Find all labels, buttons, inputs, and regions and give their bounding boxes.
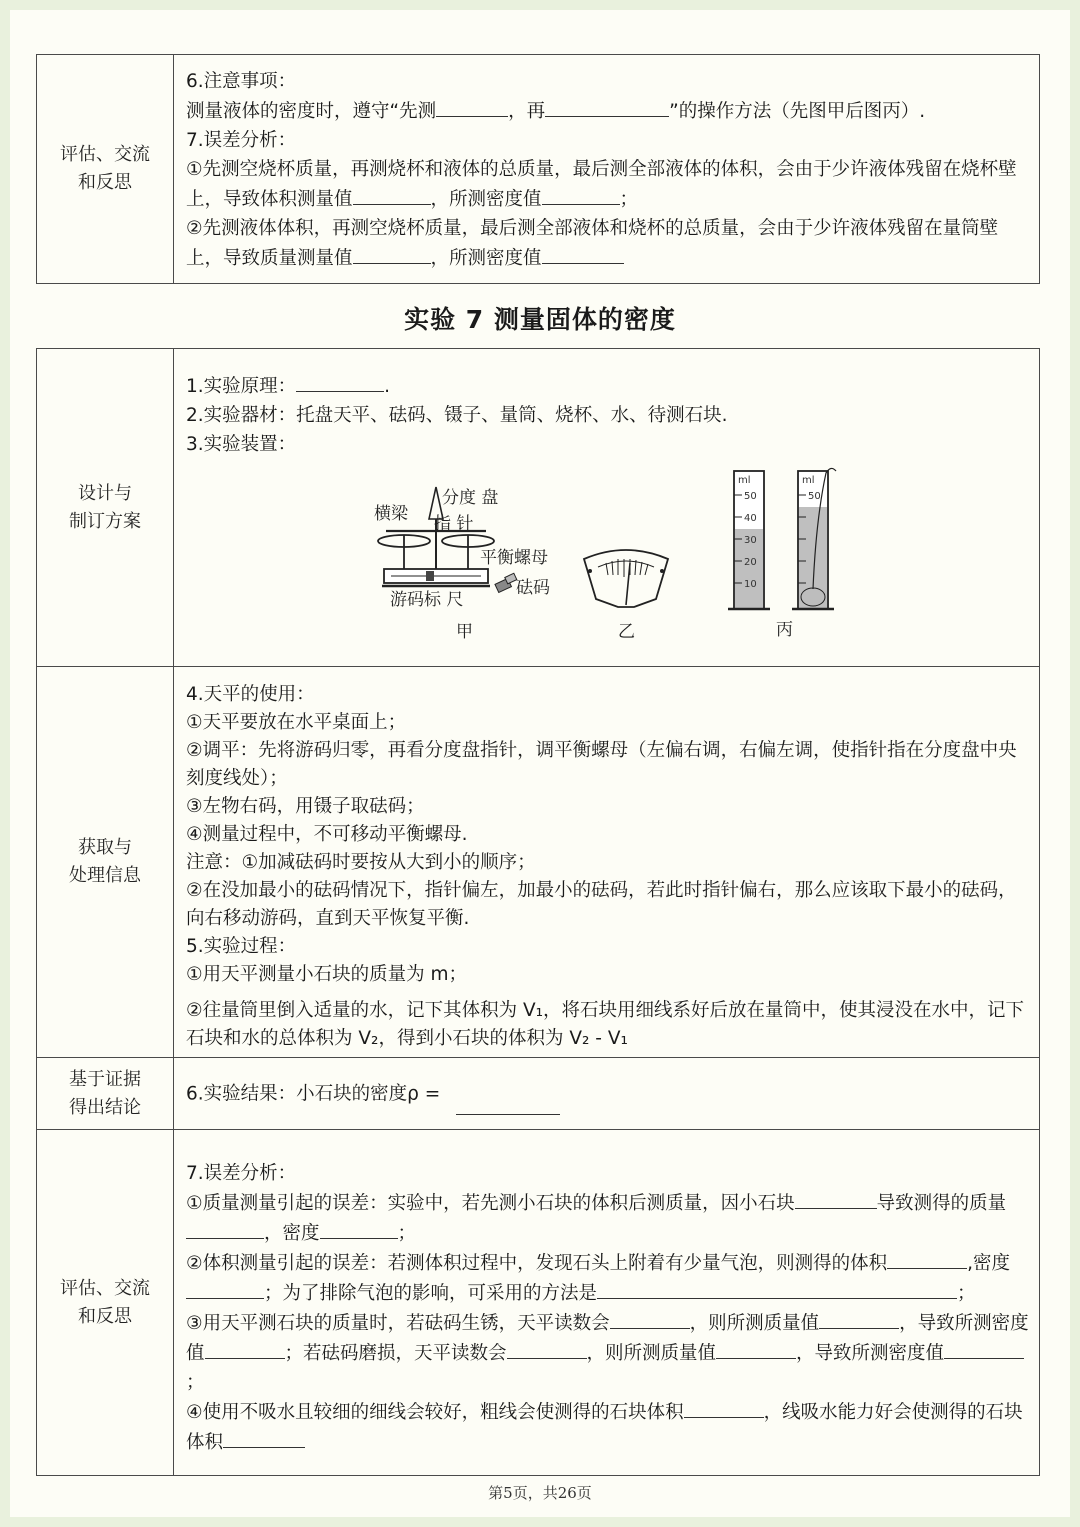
experiment-title: 实验 7 测量固体的密度 — [404, 305, 676, 334]
text-line: ②在没加最小的砝码情况下，指针偏左，加最小的砝码，若此时指针偏右，那么应该取下最小的砝码，向右移动游码，直到天平恢复平衡. — [186, 880, 1017, 929]
row-label — [37, 349, 174, 667]
cylinder-unit: ml — [802, 475, 815, 486]
label-pointer: 指 针 — [434, 514, 474, 534]
answer-blank[interactable] — [205, 1338, 285, 1359]
text-line: ②往量筒里倒入适量的水，记下其体积为 V₁，将石块用细线系好后放在量筒中，使其浸没在水中，记下石块和水的总体积为 V₂，得到小石块的体积为 V₂ - V₁ — [186, 1000, 1025, 1049]
answer-blank[interactable] — [716, 1338, 796, 1359]
answer-blank[interactable] — [353, 184, 431, 205]
label-rider-scale: 游码标 尺 — [390, 590, 464, 610]
label-weights: 砝码 — [516, 578, 550, 598]
answer-blank[interactable] — [610, 1308, 690, 1329]
answer-blank[interactable] — [887, 1248, 967, 1269]
answer-blank[interactable] — [320, 1218, 398, 1239]
text-fragment: ③用天平测石块的质量时，若砝码生锈，天平读数会 — [186, 1312, 610, 1334]
text-line — [186, 1397, 1029, 1457]
text-fragment: ，导致所测密度值 — [186, 1312, 1029, 1364]
cylinder-unit: ml — [738, 475, 751, 486]
row-label — [37, 667, 174, 1058]
text-fragment: ； — [619, 189, 639, 210]
result-line — [186, 1074, 1029, 1115]
tick-label: 30 — [744, 535, 757, 546]
row-content — [174, 1058, 1040, 1130]
text-fragment: ； — [397, 1222, 417, 1244]
text-fragment: ①先测空烧杯质量，再测烧杯和液体的总质量，最后测全部液体的体积，会由于少许液体残留在烧杯壁上，导致体积测量值 — [186, 159, 1017, 210]
label-line: 处理信息 — [69, 865, 141, 886]
page — [10, 10, 1070, 1517]
text-line — [186, 214, 1029, 273]
row-content — [174, 55, 1040, 284]
evaluation-table-liquid — [36, 54, 1040, 284]
tick-label: 50 — [744, 491, 757, 502]
answer-blank[interactable] — [944, 1338, 1024, 1359]
cylinders-diagram — [728, 468, 836, 640]
text-fragment: ； — [957, 1282, 976, 1304]
answer-blank[interactable] — [542, 243, 624, 264]
tick-label: 50 — [808, 491, 821, 502]
answer-blank[interactable] — [223, 1427, 305, 1448]
apparatus-svg — [186, 459, 1046, 659]
text-line: 7.误差分析： — [186, 130, 297, 151]
text-fragment: ,密度 — [967, 1252, 1010, 1274]
row-label — [37, 1058, 174, 1130]
text-line: ④测量过程中，不可移动平衡螺母. — [186, 824, 468, 845]
text-fragment: ④使用不吸水且较细的细线会较好，粗线会使测得的石块体积 — [186, 1401, 684, 1423]
answer-blank[interactable] — [795, 1188, 877, 1209]
dial-diagram — [584, 550, 668, 642]
label-line: 得出结论 — [69, 1096, 141, 1118]
materials-line: 2.实验器材：托盘天平、砝码、镊子、量筒、烧杯、水、待测石块. — [186, 405, 728, 426]
label-dial: 分度 盘 — [442, 488, 499, 508]
text-fragment: ②体积测量引起的误差：若测体积过程中，发现石头上附着有少量气泡，则测得的体积 — [186, 1252, 888, 1274]
caption-bing: 丙 — [776, 620, 793, 640]
text-line: 6.注意事项： — [186, 71, 297, 92]
label-line: 设计与 — [78, 482, 132, 504]
text-fragment: 测量液体的密度时，遵守“先测 — [186, 101, 437, 122]
text-fragment: 导致测得的质量 — [876, 1192, 1007, 1214]
answer-blank[interactable] — [186, 1218, 264, 1239]
apparatus-line: 3.实验装置： — [186, 434, 297, 455]
answer-blank[interactable] — [353, 243, 431, 264]
text-line — [186, 96, 1029, 126]
text-fragment: ”的操作方法（先图甲后图丙）. — [669, 101, 926, 122]
text-line: ②调平：先将游码归零，再看分度盘指针，调平衡螺母（左偏右调，右偏左调，使指针指在分度盘中央刻度线处）； — [186, 740, 1017, 789]
answer-blank[interactable] — [507, 1338, 587, 1359]
text-line: 4.天平的使用： — [186, 684, 315, 705]
balance-diagram — [374, 487, 550, 642]
text-line — [186, 1188, 1029, 1248]
text-fragment: ，所测密度值 — [430, 189, 542, 210]
answer-blank[interactable] — [597, 1278, 957, 1299]
text-fragment: ，导致所测密度值 — [796, 1342, 945, 1364]
row-label — [37, 55, 174, 284]
text-fragment: . — [384, 376, 391, 397]
tick-label: 20 — [744, 557, 757, 568]
text-fragment: ；若砝码磨损，天平读数会 — [284, 1342, 507, 1364]
text-fragment: ；为了排除气泡的影响，可采用的方法是 — [264, 1282, 598, 1304]
page-footer: 第5页，共26页 — [488, 1484, 592, 1502]
answer-blank[interactable] — [436, 96, 508, 117]
answer-blank[interactable] — [819, 1308, 899, 1329]
answer-blank[interactable] — [296, 371, 384, 392]
text-line: ③左物右码，用镊子取砝码； — [186, 796, 425, 817]
row-label — [37, 1130, 174, 1476]
text-fragment: ，则所测质量值 — [586, 1342, 717, 1364]
text-line: 注意：①加减砝码时要按从大到小的顺序； — [186, 852, 536, 873]
text-line — [186, 1308, 1029, 1397]
principle-line — [186, 371, 1029, 401]
label-line: 和反思 — [78, 1305, 132, 1327]
text-fragment: ，密度 — [264, 1222, 320, 1244]
text-line — [186, 1248, 1029, 1308]
label-line: 评估、交流 — [60, 144, 150, 165]
text-fragment: ，再 — [508, 101, 546, 122]
text-line: ①用天平测量小石块的质量为 m； — [186, 964, 467, 985]
answer-blank[interactable] — [456, 1074, 560, 1115]
answer-blank[interactable] — [545, 96, 669, 117]
label-line: 制订方案 — [69, 510, 141, 532]
caption-jia: 甲 — [456, 622, 473, 642]
label-line: 获取与 — [78, 837, 132, 858]
row-content — [174, 349, 1040, 667]
label-crossbeam: 横梁 — [374, 504, 408, 524]
row-content — [174, 667, 1040, 1058]
label-line: 评估、交流 — [60, 1277, 150, 1299]
caption-yi: 乙 — [618, 622, 635, 642]
text-fragment: 6.实验结果：小石块的密度ρ = — [186, 1083, 441, 1105]
experiment-table — [36, 348, 1040, 1476]
text-line: 7.误差分析： — [186, 1162, 297, 1184]
label-line: 基于证据 — [69, 1068, 141, 1090]
apparatus-figure — [186, 459, 1029, 649]
answer-blank[interactable] — [186, 1278, 264, 1299]
text-fragment: ，则所测质量值 — [689, 1312, 820, 1334]
text-fragment: ； — [186, 1371, 205, 1393]
text-fragment: ，线吸水能力好会使测得的石块体积 — [186, 1401, 1023, 1453]
answer-blank[interactable] — [684, 1397, 764, 1418]
text-fragment: ②先测液体体积，再测空烧杯质量，最后测全部液体和烧杯的总质量，会由于少许液体残留在量筒壁上，导致质量测量值 — [186, 218, 999, 269]
tick-label: 40 — [744, 513, 757, 524]
label-balance-nut: 平衡螺母 — [480, 548, 548, 568]
text-fragment: ①质量测量引起的误差：实验中，若先测小石块的体积后测质量，因小石块 — [186, 1192, 795, 1214]
label-line: 和反思 — [78, 172, 132, 193]
text-fragment: 1.实验原理： — [186, 376, 297, 397]
row-content — [174, 1130, 1040, 1476]
text-line: 5.实验过程： — [186, 936, 297, 957]
text-fragment: ，所测密度值 — [430, 248, 542, 269]
text-line: ①天平要放在水平桌面上； — [186, 712, 407, 733]
tick-label: 10 — [744, 579, 757, 590]
answer-blank[interactable] — [542, 184, 620, 205]
text-line — [186, 155, 1029, 214]
